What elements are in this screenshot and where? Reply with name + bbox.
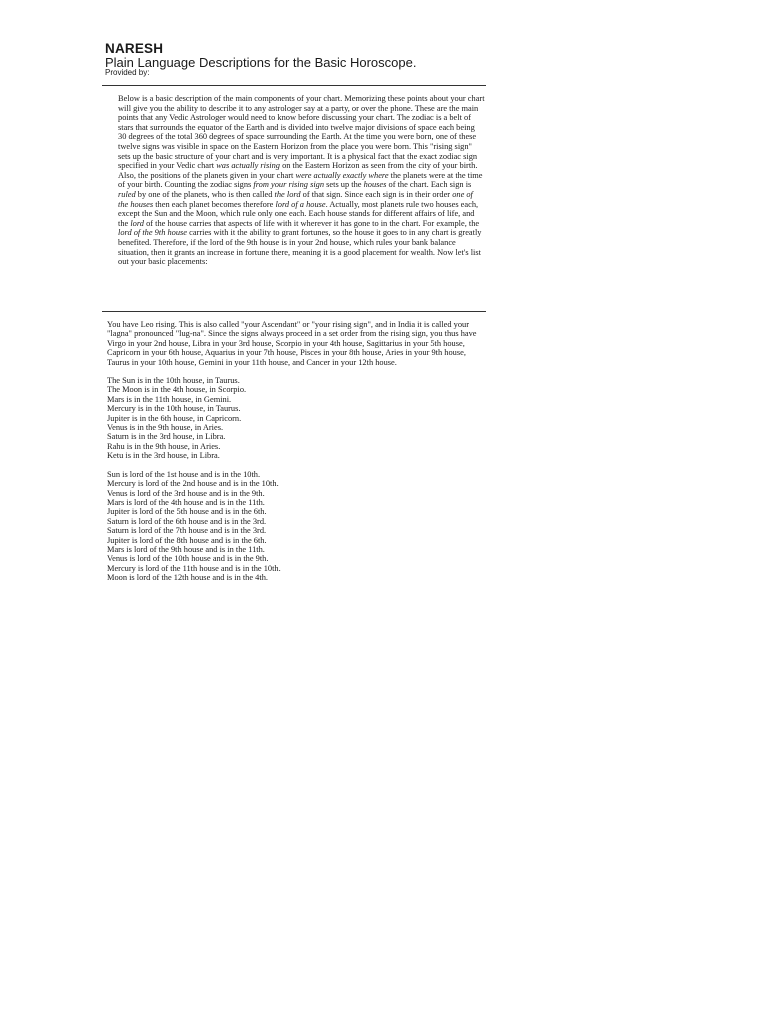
planet-position-line: Ketu is in the 3rd house, in Libra. [107, 451, 220, 461]
intro-emphasis: one of the houses [118, 189, 473, 209]
intro-text: sets up the [324, 180, 364, 190]
intro-emphasis: the lord [274, 189, 301, 199]
house-lord-line: Mercury is lord of the 11th house and is in the 10th. [107, 563, 281, 573]
house-lord-line: Sun is lord of the 1st house and is in the 10th. [107, 469, 261, 479]
intro-text: then each planet becomes therefore [153, 199, 276, 209]
house-lord-line: Moon is lord of the 12th house and is in the 4th. [107, 573, 268, 583]
house-lord-line: Mars is lord of the 9th house and is in the 11th. [107, 544, 265, 554]
house-lord-line: Saturn is lord of the 6th house and is in the 3rd. [107, 516, 267, 526]
intro-text: of the house carries that aspects of life with it wherever it has gone to in the chart. For example, the [143, 218, 480, 228]
intro-text: Below is a basic description of the main components of your chart. Memorizing these points about your chart will give you the ability to describe it to any astrologer say at a party, or over the phone. These are the main points that any Vedic Astrologer would need to know before discussing your chart. The zodiac is a belt of stars that surrounds the equator of the Earth and is divided into twelve major divisions of space each being 30 degrees of the total 360 degrees of space surrounding the Earth. At the time you were born, one of these twelve signs was visible in space on the Eastern Horizon from the place you were born. This "rising sign" sets up the basic structure of your chart and is very important. It is a physical fact that the exact zodiac sign specified in your Vedic chart [118, 94, 485, 171]
document-title: Plain Language Descriptions for the Basic Horoscope. [105, 55, 417, 70]
planet-position-line: Mars is in the 11th house, in Gemini. [107, 394, 232, 404]
intro-text: carries with it the ability to grant fortunes, so the house it goes to in any chart is greatly benefited. Therefore, if the lord of the 9th house is in your 2nd house, which rules your bank balance situation, then it grants an increase in fortune there, meaning it is a good placement for wealth. Now let's list out your basic placements: [118, 228, 482, 267]
intro-text: the planets were at the time of your birth. Counting the zodiac signs [118, 170, 483, 190]
intro-emphasis: lord of the 9th house [118, 228, 188, 238]
rising-sign-paragraph: You have Leo rising. This is also called "your Ascendant" or "your rising sign", and in India it is called your "lagna" pronounced "lug-na". Since the signs always proceed in a set order from the rising sign, you thus have Virgo in your 2nd house, Libra in your 3rd house, Scorpio in your 4th house, Sagittarius in your 5th house, Capricorn in your 6th house, Aquarius in your 7th house, Pisces in your 8th house, Aries in your 9th house, Taurus in your 10th house, Gemini in your 11th house, and Cancer in your 12th house. [107, 320, 477, 367]
house-lord-line: Mars is lord of the 4th house and is in the 11th. [107, 497, 265, 507]
intro-emphasis: from your rising sign [253, 180, 325, 190]
house-lord-line: Venus is lord of the 3rd house and is in the 9th. [107, 488, 265, 498]
house-lord-line: Saturn is lord of the 7th house and is in the 3rd. [107, 526, 267, 536]
header-divider [102, 85, 486, 86]
intro-paragraph [118, 94, 485, 267]
intro-text: . Actually, most planets rule two houses each, except the Sun and the Moon, which rule only one each. Each house stands for different affairs of life, and the [118, 199, 479, 228]
house-lord-line: Mercury is lord of the 2nd house and is in the 10th. [107, 479, 279, 489]
intro-emphasis: ruled [118, 189, 136, 199]
planet-position-line: Rahu is in the 9th house, in Aries. [107, 441, 221, 451]
house-lord-line: Jupiter is lord of the 5th house and is in the 6th. [107, 507, 267, 517]
intro-text: by one of the planets, who is then called [135, 189, 275, 199]
planet-positions-list [107, 376, 485, 461]
planet-position-line: The Moon is in the 4th house, in Scorpio. [107, 385, 247, 395]
intro-emphasis: were actually exactly where [295, 170, 389, 180]
intro-emphasis: houses [363, 180, 387, 190]
intro-emphasis: was actually rising [216, 161, 280, 171]
planet-position-line: Venus is in the 9th house, in Aries. [107, 423, 224, 433]
house-lords-list [107, 470, 485, 583]
planet-position-line: Jupiter is in the 6th house, in Capricorn. [107, 413, 242, 423]
intro-text: on the Eastern Horizon as seen from the city of your birth. Also, the positions of the planets given in your chart [118, 161, 478, 180]
planet-position-line: Saturn is in the 3rd house, in Libra. [107, 432, 226, 442]
house-lord-line: Venus is lord of the 10th house and is in the 9th. [107, 554, 269, 564]
intro-text: of the chart. Each sign is [386, 180, 472, 190]
house-lord-line: Jupiter is lord of the 8th house and is in the 6th. [107, 535, 267, 545]
planet-position-line: The Sun is in the 10th house, in Taurus. [107, 376, 240, 386]
intro-text: of that sign. Since each sign is in their order [300, 189, 453, 199]
intro-emphasis: lord of a house [275, 199, 326, 209]
document-name: NARESH [105, 41, 164, 56]
intro-emphasis: lord [130, 218, 144, 228]
section-divider [102, 311, 486, 312]
planet-position-line: Mercury is in the 10th house, in Taurus. [107, 404, 241, 414]
placements-section [107, 320, 485, 583]
provided-by-label: Provided by: [105, 68, 150, 77]
